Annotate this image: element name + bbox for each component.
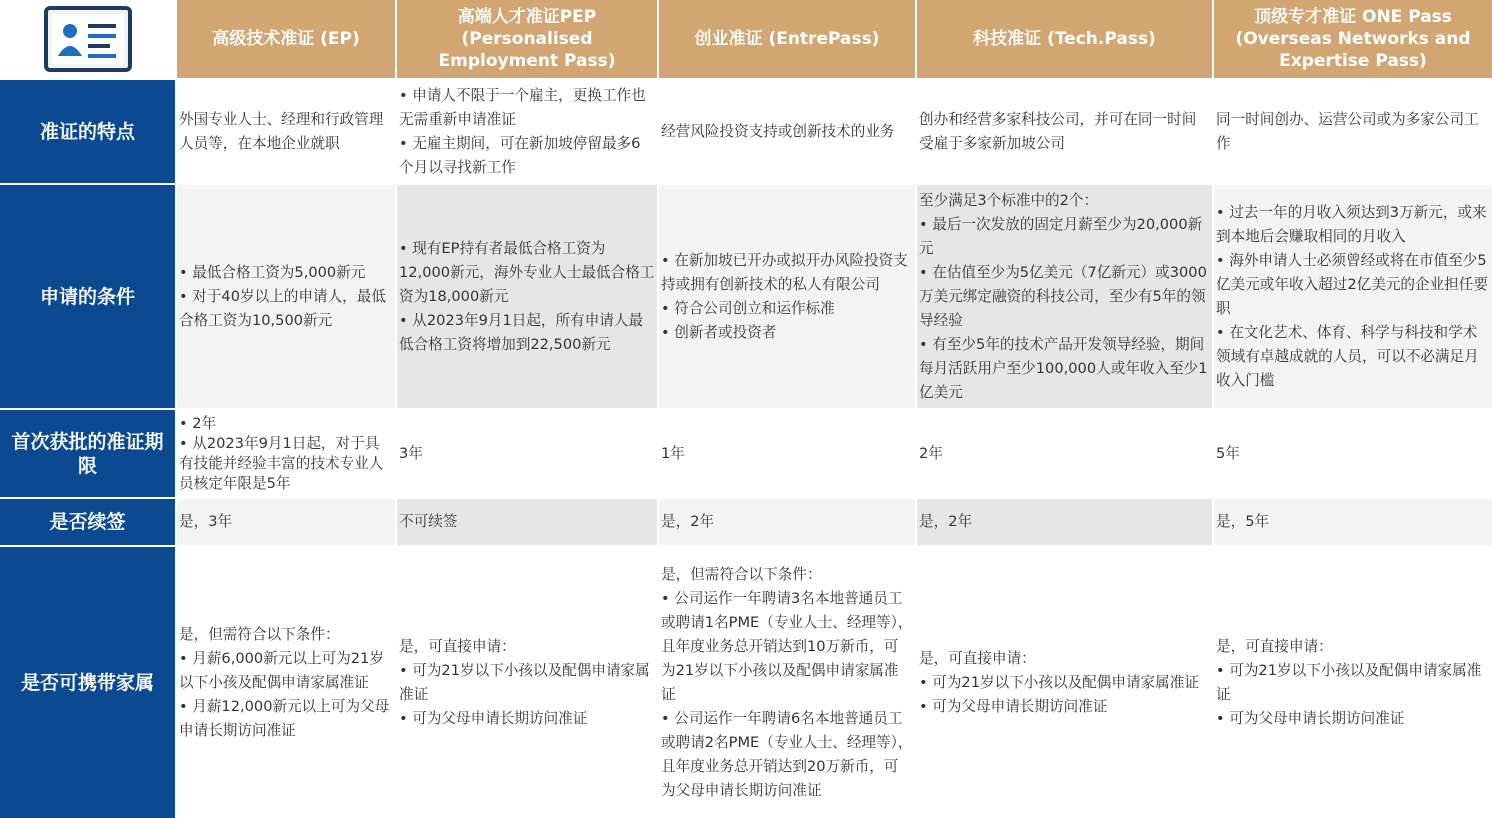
cell-features-techpass: 创办和经营多家科技公司，并可在同一时间受雇于多家新加坡公司: [915, 78, 1212, 183]
cell-renewal-ep: 是，3年: [175, 497, 395, 545]
row-label-renewal: 是否续签: [0, 497, 175, 545]
cell-validity-ep: • 2年 • 从2023年9月1日起，对于具有技能并经验丰富的技术专业人员核定年限是5年: [175, 408, 395, 497]
cell-features-entrepass: 经营风险投资支持或创新技术的业务: [657, 78, 915, 183]
cell-dependants-pep: 是，可直接申请： • 可为21岁以下小孩以及配偶申请家属准证 • 可为父母申请长期访问准证: [395, 545, 657, 818]
id-card-icon: [40, 4, 136, 74]
column-header-techpass: 科技准证 (Tech.Pass): [915, 0, 1212, 78]
cell-requirements-techpass: 至少满足3个标准中的2个： • 最后一次发放的固定月薪至少为20,000新元 • 在估值至少为5亿美元（7亿新元）或3000万美元绑定融资的科技公司，至少有5年的领导经验 • 有至少5年的技术产品开发领导经验，期间每月活跃用户至少100,000人或年收入至少1亿美元: [915, 183, 1212, 408]
row-label-features: 准证的特点: [0, 78, 175, 183]
cell-features-onepass: 同一时间创办、运营公司或为多家公司工作: [1212, 78, 1492, 183]
cell-validity-techpass: 2年: [915, 408, 1212, 497]
cell-requirements-pep: • 现有EP持有者最低合格工资为12,000新元，海外专业人士最低合格工资为18,000新元 • 从2023年9月1日起，所有申请人最低合格工资将增加到22,500新元: [395, 183, 657, 408]
cell-dependants-techpass: 是，可直接申请： • 可为21岁以下小孩以及配偶申请家属准证 • 可为父母申请长期访问准证: [915, 545, 1212, 818]
cell-validity-onepass: 5年: [1212, 408, 1492, 497]
cell-dependants-onepass: 是，可直接申请： • 可为21岁以下小孩以及配偶申请家属准证 • 可为父母申请长期访问准证: [1212, 545, 1492, 818]
row-label-requirements: 申请的条件: [0, 183, 175, 408]
cell-dependants-entrepass: 是，但需符合以下条件： • 公司运作一年聘请3名本地普通员工或聘请1名PME（专业人士、经理等），且年度业务总开销达到10万新币，可为21岁以下小孩以及配偶申请家属准证 • 公司运作一年聘请6名本地普通员工或聘请2名PME（专业人士、经理等），且年度业务总开销达到20万新币，可为父母申请长期访问准证: [657, 545, 915, 818]
cell-features-pep: • 申请人不限于一个雇主，更换工作也无需重新申请准证 • 无雇主期间，可在新加坡停留最多6个月以寻找新工作: [395, 78, 657, 183]
row-label-dependants: 是否可携带家属: [0, 545, 175, 818]
corner-cell: [0, 0, 175, 78]
cell-renewal-onepass: 是，5年: [1212, 497, 1492, 545]
cell-dependants-ep: 是，但需符合以下条件： • 月薪6,000新元以上可为21岁以下小孩及配偶申请家属准证 • 月薪12,000新元以上可为父母申请长期访问准证: [175, 545, 395, 818]
cell-renewal-entrepass: 是，2年: [657, 497, 915, 545]
column-header-ep: 高级技术准证 (EP): [175, 0, 395, 78]
cell-features-ep: 外国专业人士、经理和行政管理人员等，在本地企业就职: [175, 78, 395, 183]
cell-validity-entrepass: 1年: [657, 408, 915, 497]
cell-requirements-onepass: • 过去一年的月收入须达到3万新元，或来到本地后会赚取相同的月收入 • 海外申请人士必须曾经或将在市值至少5亿美元或年收入超过2亿美元的企业担任要职 • 在文化艺术、体育、科学与科技和学术领域有卓越成就的人员，可以不必满足月收入门槛: [1212, 183, 1492, 408]
cell-validity-pep: 3年: [395, 408, 657, 497]
cell-renewal-techpass: 是，2年: [915, 497, 1212, 545]
column-header-onepass: 顶级专才准证 ONE Pass (Overseas Networks and Expertise Pass): [1212, 0, 1492, 78]
column-header-pep: 高端人才准证PEP (Personalised Employment Pass): [395, 0, 657, 78]
cell-requirements-entrepass: • 在新加坡已开办或拟开办风险投资支持或拥有创新技术的私人有限公司 • 符合公司创立和运作标准 • 创新者或投资者: [657, 183, 915, 408]
row-label-initial-validity: 首次获批的准证期限: [0, 408, 175, 497]
cell-renewal-pep: 不可续签: [395, 497, 657, 545]
cell-requirements-ep: • 最低合格工资为5,000新元 • 对于40岁以上的申请人，最低合格工资为10,500新元: [175, 183, 395, 408]
column-header-entrepass: 创业准证 (EntrePass): [657, 0, 915, 78]
